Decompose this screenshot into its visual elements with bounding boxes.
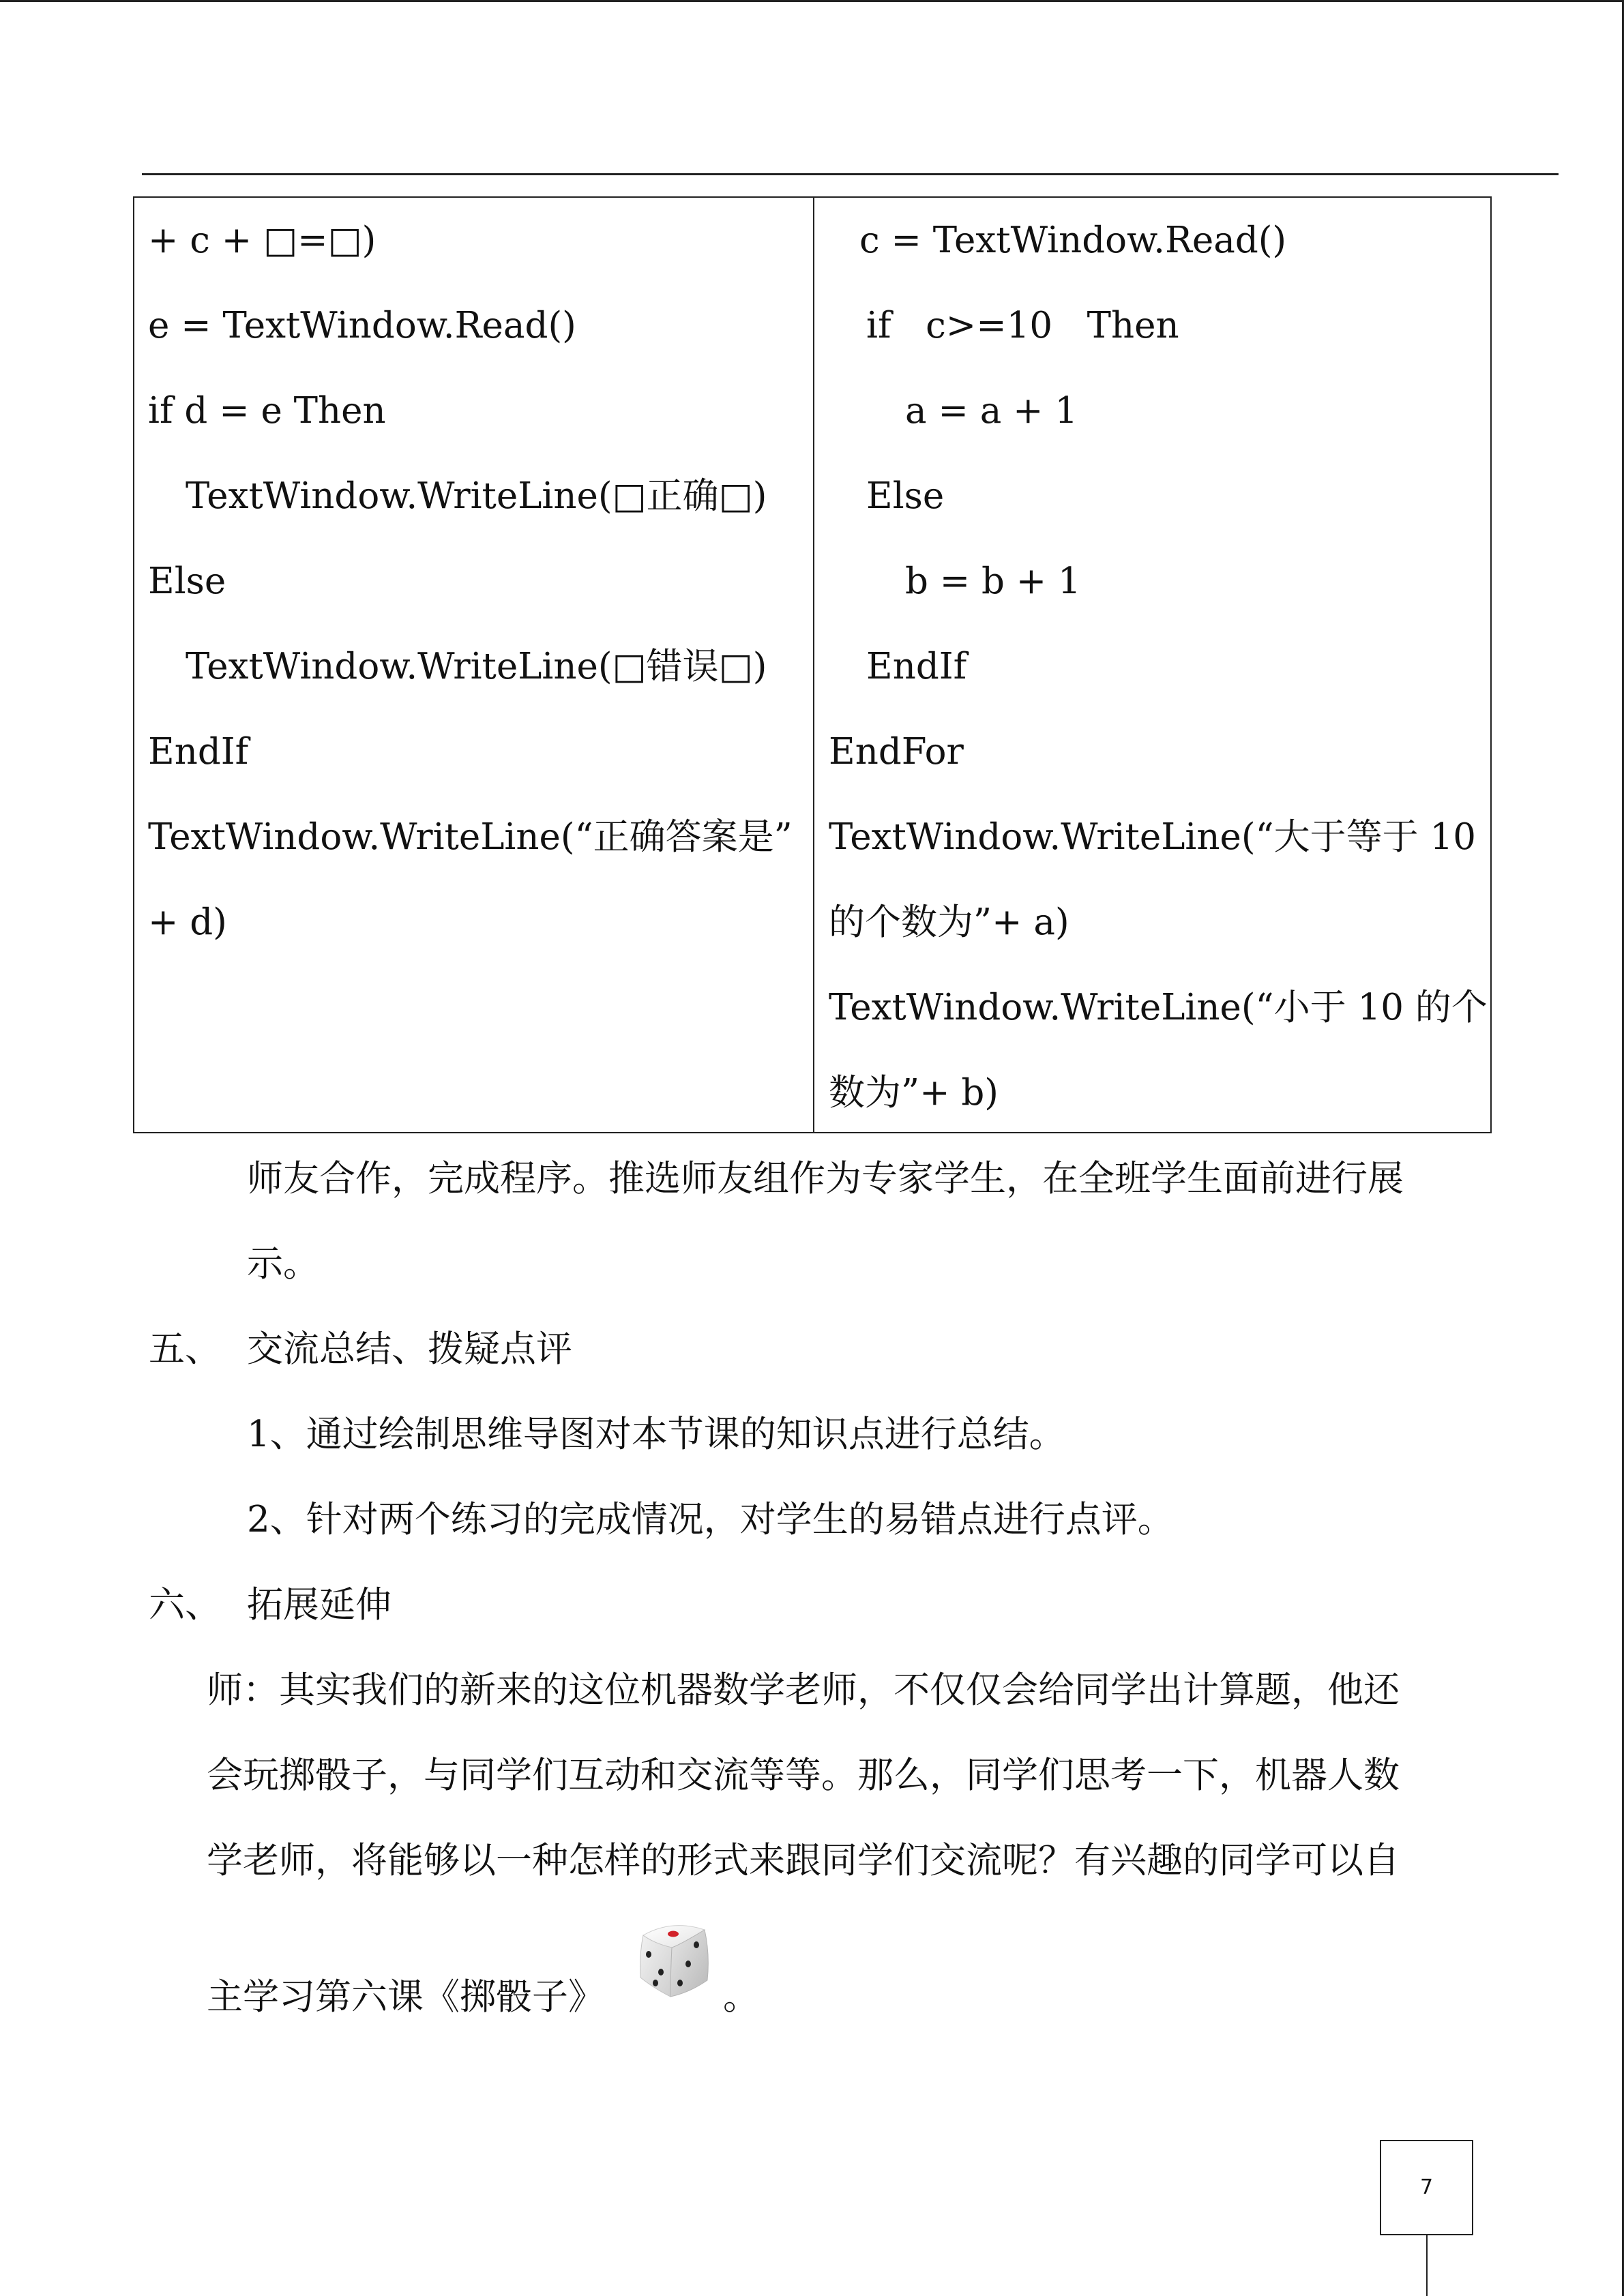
- section-title: 交流总结、拨疑点评: [247, 1328, 572, 1370]
- code-table: [133, 196, 1492, 1133]
- code-line: + c + □=□): [148, 220, 377, 261]
- code-line: b = b + 1: [905, 561, 1081, 602]
- code-line: TextWindow.WriteLine(□错误□): [186, 646, 767, 687]
- section-number: 五、: [149, 1328, 221, 1370]
- paragraph-line: 会玩掷骰子，与同学们互动和交流等等。那么，同学们思考一下，机器人数: [207, 1755, 1400, 1796]
- code-line: + d): [148, 901, 227, 943]
- section-number: 六、: [149, 1584, 221, 1626]
- code-line: EndIf: [148, 731, 249, 773]
- section-title: 拓展延伸: [247, 1584, 392, 1626]
- sentence-end: 。: [723, 1976, 759, 2018]
- page-number-stem: [1426, 2235, 1428, 2296]
- list-item: 1、通过绘制思维导图对本节课的知识点进行总结。: [247, 1414, 1065, 1455]
- code-line: c = TextWindow.Read(): [859, 220, 1287, 261]
- paragraph-line: 学老师，将能够以一种怎样的形式来跟同学们交流呢？有兴趣的同学可以自: [207, 1840, 1400, 1881]
- code-line: 的个数为”+ a): [829, 901, 1069, 943]
- code-line: a = a + 1: [905, 390, 1078, 432]
- code-line: 数为”+ b): [829, 1072, 999, 1114]
- dice-icon: [631, 1915, 720, 2003]
- code-line: TextWindow.WriteLine(□正确□): [186, 475, 767, 517]
- code-line: TextWindow.WriteLine(“小于 10 的个: [829, 987, 1488, 1028]
- list-item: 2、针对两个练习的完成情况，对学生的易错点进行点评。: [247, 1499, 1174, 1540]
- code-line: if d = e Then: [148, 390, 386, 432]
- paragraph-line: 师友合作，完成程序。推选师友组作为专家学生，在全班学生面前进行展: [247, 1158, 1404, 1199]
- code-line: EndIf: [866, 646, 967, 687]
- code-line: Else: [866, 475, 945, 517]
- page-number: 7: [1380, 2140, 1473, 2235]
- paragraph-line: 示。: [247, 1243, 319, 1285]
- paragraph-line: 师：其实我们的新来的这位机器数学老师，不仅仅会给同学出计算题，他还: [207, 1669, 1400, 1711]
- page-border-top: [0, 0, 1624, 2]
- code-line: TextWindow.WriteLine(“大于等于 10: [829, 816, 1476, 858]
- code-line: if c>=10 Then: [866, 305, 1179, 346]
- paragraph-line: 主学习第六课《掷骰子》: [207, 1976, 604, 2018]
- header-rule: [142, 173, 1559, 175]
- code-line: TextWindow.WriteLine(“正确答案是”: [148, 816, 793, 858]
- code-line: EndFor: [829, 731, 964, 773]
- table-column-divider: [813, 198, 814, 1132]
- code-line: Else: [148, 561, 226, 602]
- code-line: e = TextWindow.Read(): [148, 305, 576, 346]
